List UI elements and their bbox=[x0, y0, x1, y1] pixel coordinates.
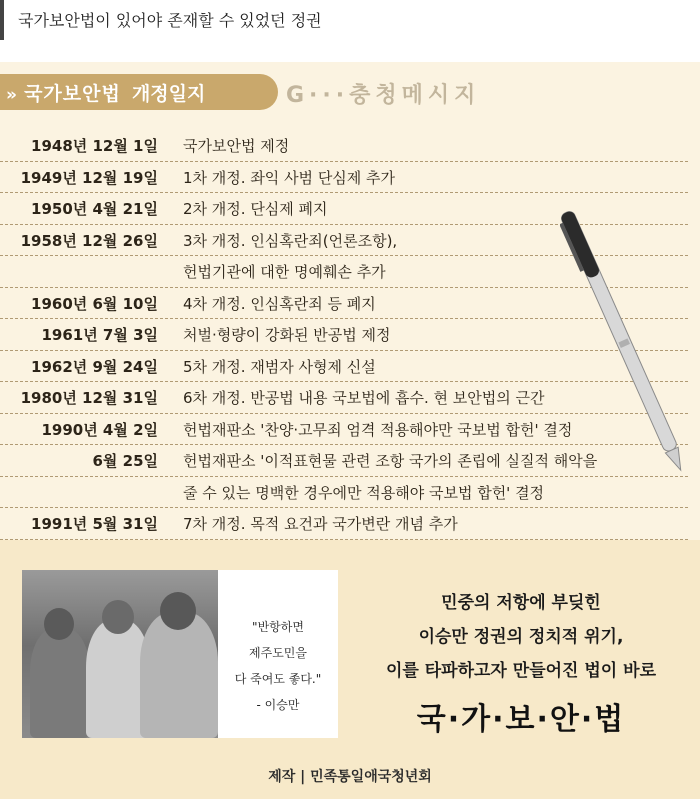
pen-icon bbox=[560, 190, 690, 500]
timeline-event: 줄 수 있는 명백한 경우에만 적용해야 국보법 합헌' 결정 bbox=[183, 483, 545, 502]
headline-big: 국·가·보·안·법 bbox=[416, 702, 626, 737]
headline-line: 이를 타파하고자 만들어진 법이 바로 bbox=[385, 661, 656, 681]
timeline-row bbox=[0, 130, 688, 162]
timeline-date: 1980년 12월 31일 bbox=[20, 389, 158, 407]
ribbon-subtitle: 개정일지 bbox=[131, 83, 206, 105]
timeline-row bbox=[0, 508, 688, 540]
timeline-title-ribbon bbox=[0, 74, 278, 110]
timeline-date: 6월 25일 bbox=[92, 452, 158, 470]
watermark: G···충청메시지 bbox=[286, 83, 481, 108]
double-chevron-icon: » bbox=[6, 85, 17, 105]
headline bbox=[342, 586, 700, 738]
timeline-date: 1961년 7월 3일 bbox=[41, 326, 158, 344]
quote-line: 제주도민을 bbox=[249, 646, 307, 660]
quote-line: "반항하면 bbox=[252, 620, 304, 634]
poster-image bbox=[0, 62, 700, 799]
timeline-date: 1950년 4월 21일 bbox=[31, 200, 158, 218]
headline-line: 이승만 정권의 정치적 위기, bbox=[418, 627, 624, 647]
post-title: 국가보안법이 있어야 존재할 수 있었던 정권 bbox=[0, 0, 700, 40]
timeline-date: 1949년 12월 19일 bbox=[20, 168, 158, 187]
ribbon-title: 국가보안법 bbox=[24, 83, 121, 105]
timeline-date: 1962년 9월 24일 bbox=[31, 357, 158, 376]
quote-line: 다 죽여도 좋다." bbox=[234, 672, 322, 686]
timeline-date: 1948년 12월 1일 bbox=[31, 137, 158, 155]
timeline-date: 1960년 6월 10일 bbox=[31, 294, 158, 313]
quote-author: - 이승만 bbox=[256, 698, 300, 712]
headline-line: 민중의 저항에 부딪힌 bbox=[441, 593, 601, 613]
timeline-event: 헌법재판소 '찬양·고무죄 엄격 적용해야만 국보법 합헌' 결정 bbox=[183, 420, 573, 439]
producer-credit: 제작 | 민족통일애국청년회 bbox=[268, 769, 432, 785]
timeline-event: 처벌·형량이 강화된 반공법 제정 bbox=[183, 326, 391, 344]
timeline-date: 1990년 4월 2일 bbox=[41, 420, 158, 439]
timeline-event: 6차 개정. 반공법 내용 국보법에 흡수. 현 보안법의 근간 bbox=[183, 389, 545, 407]
timeline-date: 1958년 12월 26일 bbox=[20, 231, 158, 250]
timeline-event: 헌법기관에 대한 명예훼손 추가 bbox=[183, 263, 386, 281]
timeline-date: 1991년 5월 31일 bbox=[31, 515, 158, 533]
timeline-event: 헌법재판소 '이적표현물 관련 조항 국가의 존립에 실질적 해악을 bbox=[183, 452, 598, 470]
timeline-row bbox=[0, 162, 688, 194]
timeline-event: 7차 개정. 목적 요건과 국가변란 개념 추가 bbox=[183, 515, 458, 533]
timeline-event: 3차 개정. 인심혹란죄(언론조항), bbox=[183, 231, 398, 250]
timeline-event: 1차 개정. 좌익 사범 단심제 추가 bbox=[183, 168, 396, 187]
bottom-panel bbox=[0, 540, 700, 799]
timeline-event: 국가보안법 제정 bbox=[183, 137, 290, 155]
timeline-event: 4차 개정. 인심혹란죄 등 폐지 bbox=[183, 294, 376, 313]
historical-photo bbox=[22, 570, 218, 738]
timeline-event: 2차 개정. 단심제 폐지 bbox=[183, 200, 328, 218]
timeline-event: 5차 개정. 재범자 사형제 신설 bbox=[183, 357, 376, 376]
quote-card bbox=[218, 570, 338, 738]
